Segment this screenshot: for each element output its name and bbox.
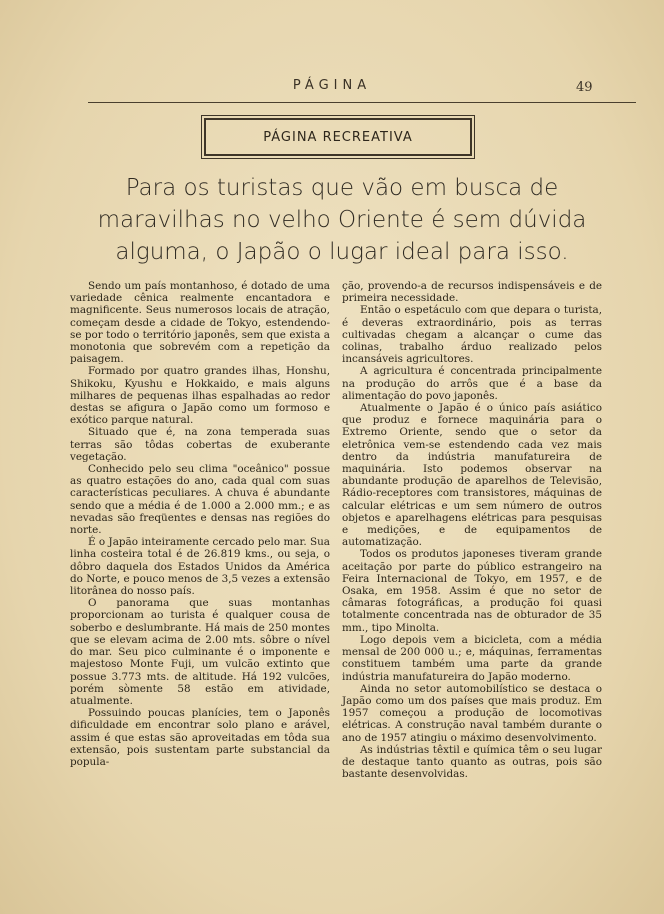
- page-number: 49: [576, 80, 593, 95]
- paragraph: Logo depois vem a bicicleta, com a média mensal de 200 000 u.; e, máquinas, ferramentas constituem também uma parte da grande indústria manufatureira do Japão moderno.: [342, 633, 602, 683]
- paragraph: Conhecido pelo seu clima "oceânico" possue as quatro estações do ano, cada qual com suas características peculiares. A chuva é abundante sendo que a média é de 1.000 a 2.000 mm.; e as nevadas são freqüentes e densas nas regiões do norte.: [70, 463, 330, 537]
- paragraph: A agricultura é concentrada principalmente na produção do arrôs que é a base da alimentação do povo japonês.: [342, 365, 602, 402]
- paragraph: É o Japão inteiramente cercado pelo mar. Sua linha costeira total é de 26.819 kms., ou seja, o dôbro daquela dos Estados Unidos da América do Norte, e pouco menos de 3,5 vezes a extensão litorânea do nosso país.: [70, 536, 330, 598]
- paragraph: Atualmente o Japão é o único país asiático que produz e fornece maquinária para o Extremo Oriente, sendo que o setor da eletrônica vem-se estendendo cada vez mais dentro da indústria manufatureira de maquinária. Isto podemos observar na abundante produção de aparelhos de Televisão, Rádio-receptores com transistores, máquinas de calcular elétricas e um sem número de outros objetos e aparelhagens elétricas para pesquisas e medições, e de equipamentos de automatização.: [342, 402, 602, 549]
- paragraph: As indústrias têxtil e química têm o seu lugar de destaque tanto quanto as outras, pois são bastante desenvolvidas.: [342, 743, 602, 781]
- article-headline: Para os turistas que vão em busca de maravilhas no velho Oriente é sem dúvida alguma, o Japão o lugar ideal para isso.: [97, 175, 587, 265]
- paragraph: Então o espetáculo com que depara o turista, é deveras extraordinário, pois as terras cultivadas chegam a alcançar o cume das colinas, trabalho árduo realizado pelos incansáveis agricultores.: [342, 304, 602, 366]
- paragraph: Formado por quatro grandes ilhas, Honshu, Shikoku, Kyushu e Hokkaido, e mais alguns milhares de pequenas ilhas espalhadas ao redor destas se afigura o Japão como um formoso e exótico parque natural.: [70, 365, 330, 427]
- paragraph: Sendo um país montanhoso, é dotado de uma variedade cênica realmente encantadora e magnificente. Seus numerosos locais de atração, começam desde a cidade de Tokyo, estendendo-se por todo o território japonês, sem que exista a monotonia que sobrevém com a repetição da paisagem.: [70, 280, 330, 366]
- article-column-left: [70, 280, 330, 768]
- paragraph: Ainda no setor automobilístico se destaca o Japão como um dos países que mais produz. Em 1957 começou a produção de locomotivas elétricas. A construção naval também durante o ano de 1957 atingiu o máximo desenvolvimento.: [342, 682, 602, 744]
- section-title: PÁGINA RECREATIVA: [263, 129, 413, 145]
- paragraph: O panorama que suas montanhas proporcionam ao turista é qualquer cousa de soberbo e deslumbrante. Há mais de 250 montes que se elevam acima de 2.00 mts. sôbre o nível do mar. Seu pico culminante é o imponente e majestoso Monte Fuji, um vulcão extinto que possue 3.773 mts. de altitude. Há 192 vulcões, porém sòmente 58 estão em atividade, atualmente.: [70, 597, 330, 707]
- paragraph: Situado que é, na zona temperada suas terras são tôdas cobertas de exuberante vegetação.: [70, 426, 330, 463]
- running-header: PÁGINA: [292, 78, 372, 93]
- article-column-right: [342, 280, 602, 780]
- paragraph-continuation: ção, provendo-a de recursos indispensáveis e de primeira necessidade.: [342, 280, 602, 305]
- header-rule: [88, 102, 636, 103]
- section-title-box: [204, 118, 472, 156]
- paragraph: Possuindo poucas planícies, tem o Japonês dificuldade em encontrar solo plano e arável, assim é que estas são aproveitadas em tôda sua extensão, pois sustentam parte substancial da popula-: [70, 707, 330, 768]
- paragraph: Todos os produtos japoneses tiveram grande aceitação por parte do público estrangeiro na Feira Internacional de Tokyo, em 1957, e de Osaka, em 1958. Assim é que no setor de câmaras fotográficas, a produção foi quasi totalmente concentrada nas de obturador de 35 mm., tipo Minolta.: [342, 548, 602, 634]
